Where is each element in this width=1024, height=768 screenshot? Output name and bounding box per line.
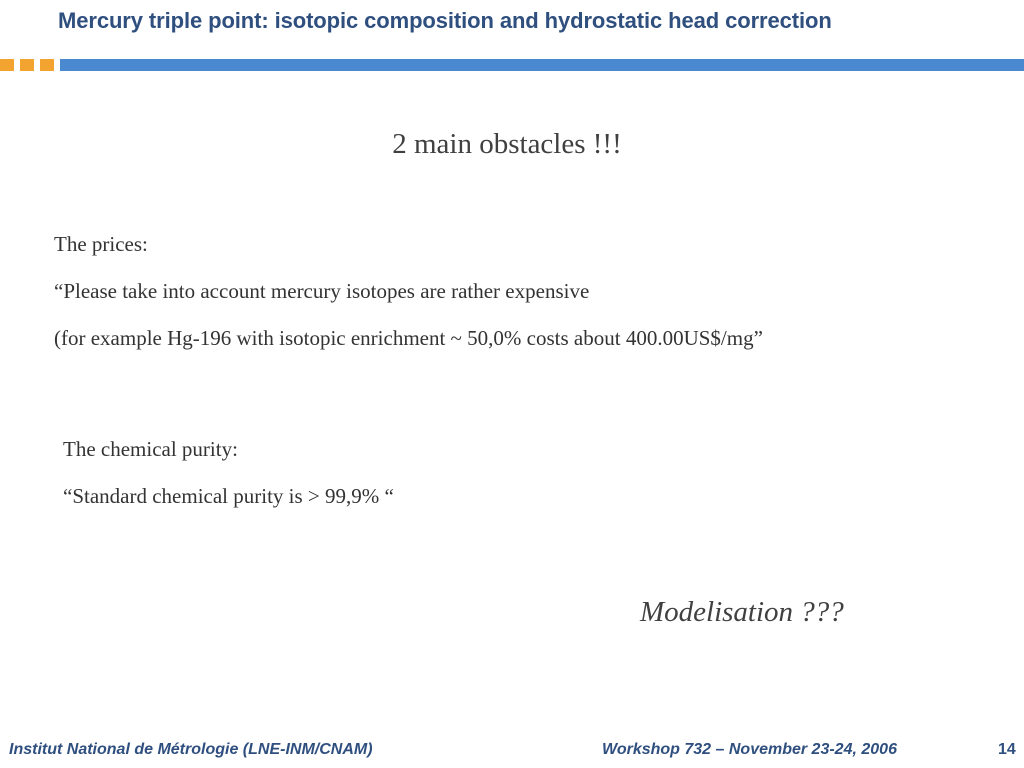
prices-label: The prices: bbox=[54, 232, 148, 256]
page-number: 14 bbox=[998, 741, 1016, 758]
title-rule bbox=[0, 59, 1024, 71]
purity-label: The chemical purity: bbox=[63, 437, 238, 461]
slide-title: Mercury triple point: isotopic composition and hydrostatic head correction bbox=[58, 8, 832, 33]
prices-block bbox=[54, 221, 763, 362]
footer-institute: Institut National de Métrologie (LNE-INM/CNAM) bbox=[9, 741, 373, 758]
orange-square-1 bbox=[0, 59, 14, 71]
footer-workshop: Workshop 732 – November 23-24, 2006 bbox=[602, 741, 897, 758]
orange-square-2 bbox=[20, 59, 34, 71]
prices-quote-line-1: “Please take into account mercury isotopes are rather expensive bbox=[54, 279, 590, 303]
orange-square-3 bbox=[40, 59, 54, 71]
prices-quote-line-2: (for example Hg-196 with isotopic enrichment ~ 50,0% costs about 400.00US$/mg” bbox=[54, 326, 763, 350]
purity-block bbox=[63, 426, 394, 520]
modelisation-note: Modelisation ??? bbox=[640, 596, 844, 628]
purity-quote-line-1: “Standard chemical purity is > 99,9% “ bbox=[63, 484, 394, 508]
blue-rule-bar bbox=[60, 59, 1024, 71]
slide-heading: 2 main obstacles !!! bbox=[392, 128, 622, 160]
